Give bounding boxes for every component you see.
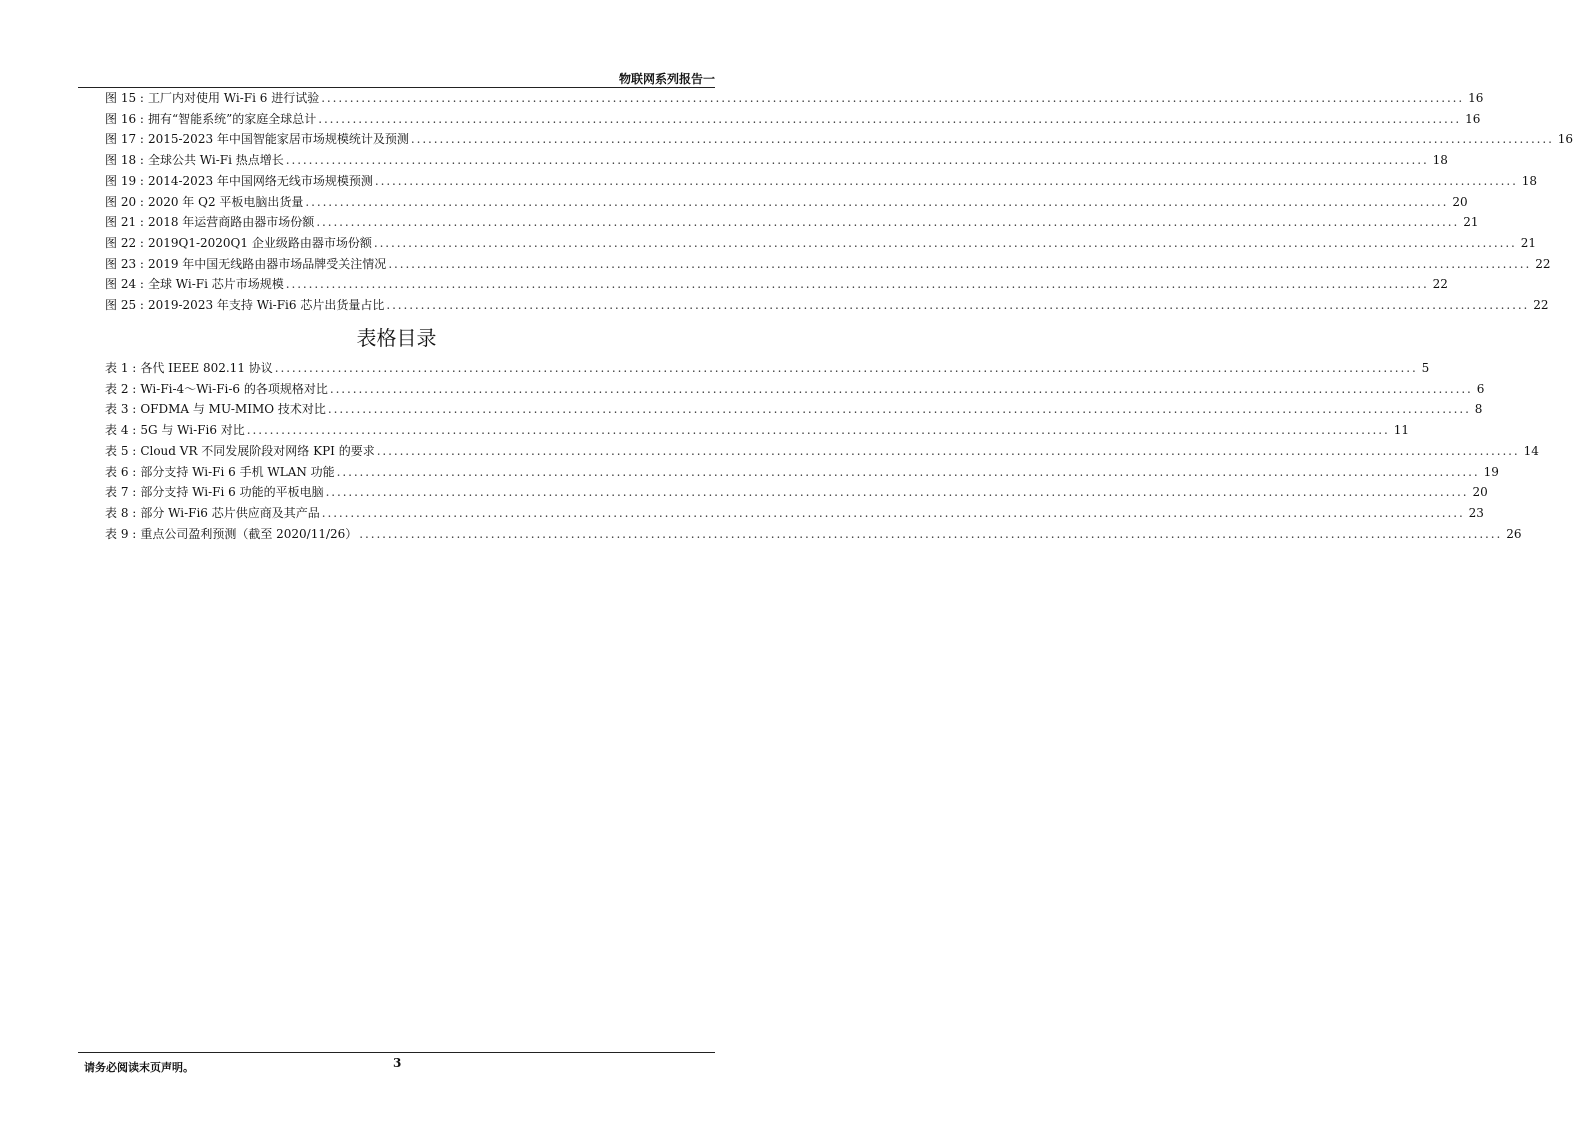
figure-toc-entry[interactable] <box>105 150 1448 171</box>
entry-page-number: 22 <box>1533 298 1549 313</box>
entry-label: 图 19 : <box>105 173 144 188</box>
entry-page-number: 21 <box>1520 235 1537 250</box>
entry-title: 部分支持 Wi-Fi 6 手机 WLAN 功能 <box>140 464 335 479</box>
entry-title: 2019Q1-2020Q1 企业级路由器市场份额 <box>147 235 372 250</box>
entry-page-number: 20 <box>1452 194 1468 209</box>
figure-toc-entry[interactable] <box>105 109 1481 130</box>
figure-toc-entry[interactable] <box>105 192 1468 213</box>
figure-toc-entry[interactable] <box>105 274 1448 295</box>
dot-leader: ........................................................................................................................................................................................................ <box>329 381 1473 396</box>
entry-title: 2019 年中国无线路由器市场品牌受关注情况 <box>147 256 387 271</box>
table-toc-entry[interactable] <box>105 482 1488 503</box>
entry-label: 图 24 : <box>105 277 144 292</box>
page-number: 3 <box>393 1056 402 1070</box>
entry-page-number: 6 <box>1476 381 1485 396</box>
entry-page-number: 18 <box>1432 153 1448 168</box>
dot-leader: ........................................................................................................................................................................................................ <box>316 215 1460 230</box>
entry-label: 表 9 : <box>105 526 137 541</box>
entry-page-number: 22 <box>1432 277 1448 292</box>
entry-label: 图 16 : <box>105 111 144 126</box>
entry-label: 表 3 : <box>105 402 137 417</box>
entry-title: 2014-2023 年中国网络无线市场规模预测 <box>147 173 373 188</box>
entry-title: 工厂内对使用 Wi-Fi 6 进行试验 <box>147 91 320 105</box>
footer-disclaimer: 请务必阅读末页声明。 <box>84 1061 194 1074</box>
dot-leader: ........................................................................................................................................................................................................ <box>374 173 1518 188</box>
entry-title: 重点公司盈利预测（截至 2020/11/26） <box>140 526 358 541</box>
dot-leader: ........................................................................................................................................................................................................ <box>321 91 1465 105</box>
entry-title: OFDMA 与 MU-MIMO 技术对比 <box>140 402 326 417</box>
report-series-title: 物联网系列报告一 <box>618 72 715 86</box>
dot-leader: ........................................................................................................................................................................................................ <box>410 132 1554 147</box>
dot-leader: ........................................................................................................................................................................................................ <box>325 485 1469 500</box>
table-toc-entry[interactable] <box>105 379 1485 400</box>
entry-title: 部分支持 Wi-Fi 6 功能的平板电脑 <box>140 485 324 500</box>
figure-toc-list <box>105 88 1573 316</box>
entry-title: 2015-2023 年中国智能家居市场规模统计及预测 <box>147 132 409 147</box>
dot-leader: ........................................................................................................................................................................................................ <box>285 277 1429 292</box>
entry-label: 图 15 : <box>105 91 144 105</box>
entry-page-number: 18 <box>1521 173 1538 188</box>
dot-leader: ........................................................................................................................................................................................................ <box>376 443 1520 458</box>
entry-title: 全球公共 Wi-Fi 热点增长 <box>147 153 284 168</box>
dot-leader: ........................................................................................................................................................................................................ <box>305 194 1449 209</box>
entry-page-number: 16 <box>1557 132 1573 147</box>
entry-label: 图 20 : <box>105 194 144 209</box>
figure-toc-entry[interactable] <box>105 171 1538 192</box>
entry-title: 拥有“智能系统”的家庭全球总计 <box>147 111 317 126</box>
table-toc-entry[interactable] <box>105 503 1484 524</box>
dot-leader: ........................................................................................................................................................................................................ <box>318 111 1462 126</box>
dot-leader: ........................................................................................................................................................................................................ <box>274 361 1418 375</box>
table-toc-entry[interactable] <box>105 524 1522 545</box>
dot-leader: ........................................................................................................................................................................................................ <box>386 298 1530 313</box>
entry-label: 表 5 : <box>105 443 137 458</box>
entry-page-number: 23 <box>1468 505 1484 520</box>
entry-label: 表 7 : <box>105 485 137 500</box>
entry-label: 表 8 : <box>105 505 137 520</box>
entry-label: 表 2 : <box>105 381 137 396</box>
entry-page-number: 21 <box>1463 215 1479 230</box>
entry-label: 图 17 : <box>105 132 144 147</box>
entry-label: 表 6 : <box>105 464 137 479</box>
entry-page-number: 16 <box>1465 111 1481 126</box>
footer-divider <box>78 1052 715 1053</box>
entry-label: 图 25 : <box>105 298 144 313</box>
entry-title: Wi-Fi-4～Wi-Fi-6 的各项规格对比 <box>140 381 328 396</box>
dot-leader: ........................................................................................................................................................................................................ <box>336 464 1480 479</box>
table-toc-entry[interactable] <box>105 462 1499 483</box>
entry-title: 2018 年运营商路由器市场份额 <box>147 215 315 230</box>
dot-leader: ........................................................................................................................................................................................................ <box>327 402 1471 417</box>
entry-page-number: 20 <box>1472 485 1488 500</box>
table-toc-entry[interactable] <box>105 420 1409 441</box>
entry-title: 各代 IEEE 802.11 协议 <box>140 361 273 375</box>
entry-label: 表 1 : <box>105 361 137 375</box>
entry-label: 图 18 : <box>105 153 144 168</box>
entry-title: 部分 Wi-Fi6 芯片供应商及其产品 <box>140 505 320 520</box>
figure-toc-entry[interactable] <box>105 233 1537 254</box>
dot-leader: ........................................................................................................................................................................................................ <box>321 505 1465 520</box>
figure-toc-entry[interactable] <box>105 212 1479 233</box>
entry-label: 图 22 : <box>105 235 144 250</box>
entry-label: 图 23 : <box>105 256 144 271</box>
entry-page-number: 8 <box>1474 402 1483 417</box>
entry-page-number: 26 <box>1506 526 1522 541</box>
entry-page-number: 11 <box>1393 423 1409 438</box>
entry-title: 全球 Wi-Fi 芯片市场规模 <box>147 277 284 292</box>
entry-page-number: 22 <box>1535 256 1551 271</box>
table-toc-list <box>105 358 1539 544</box>
entry-page-number: 14 <box>1523 443 1539 458</box>
entry-page-number: 5 <box>1421 361 1430 375</box>
table-toc-entry[interactable] <box>105 358 1430 379</box>
dot-leader: ........................................................................................................................................................................................................ <box>359 526 1503 541</box>
dot-leader: ........................................................................................................................................................................................................ <box>246 423 1390 438</box>
dot-leader: ........................................................................................................................................................................................................ <box>388 256 1532 271</box>
entry-page-number: 16 <box>1468 91 1484 105</box>
entry-title: 2019-2023 年支持 Wi-Fi6 芯片出货量占比 <box>147 298 385 313</box>
table-toc-entry[interactable] <box>105 399 1483 420</box>
entry-title: 5G 与 Wi-Fi6 对比 <box>140 423 245 438</box>
figure-toc-entry[interactable] <box>105 254 1551 275</box>
figure-toc-entry[interactable] <box>105 129 1573 150</box>
entry-page-number: 19 <box>1483 464 1499 479</box>
table-toc-entry[interactable] <box>105 441 1539 462</box>
figure-toc-entry[interactable] <box>105 88 1484 109</box>
figure-toc-entry[interactable] <box>105 295 1549 316</box>
dot-leader: ........................................................................................................................................................................................................ <box>373 235 1517 250</box>
entry-label: 表 4 : <box>105 423 137 438</box>
entry-label: 图 21 : <box>105 215 144 230</box>
dot-leader: ........................................................................................................................................................................................................ <box>285 153 1429 168</box>
tables-toc-heading: 表格目录 <box>356 326 437 350</box>
entry-title: Cloud VR 不同发展阶段对网络 KPI 的要求 <box>140 443 375 458</box>
entry-title: 2020 年 Q2 平板电脑出货量 <box>147 194 304 209</box>
